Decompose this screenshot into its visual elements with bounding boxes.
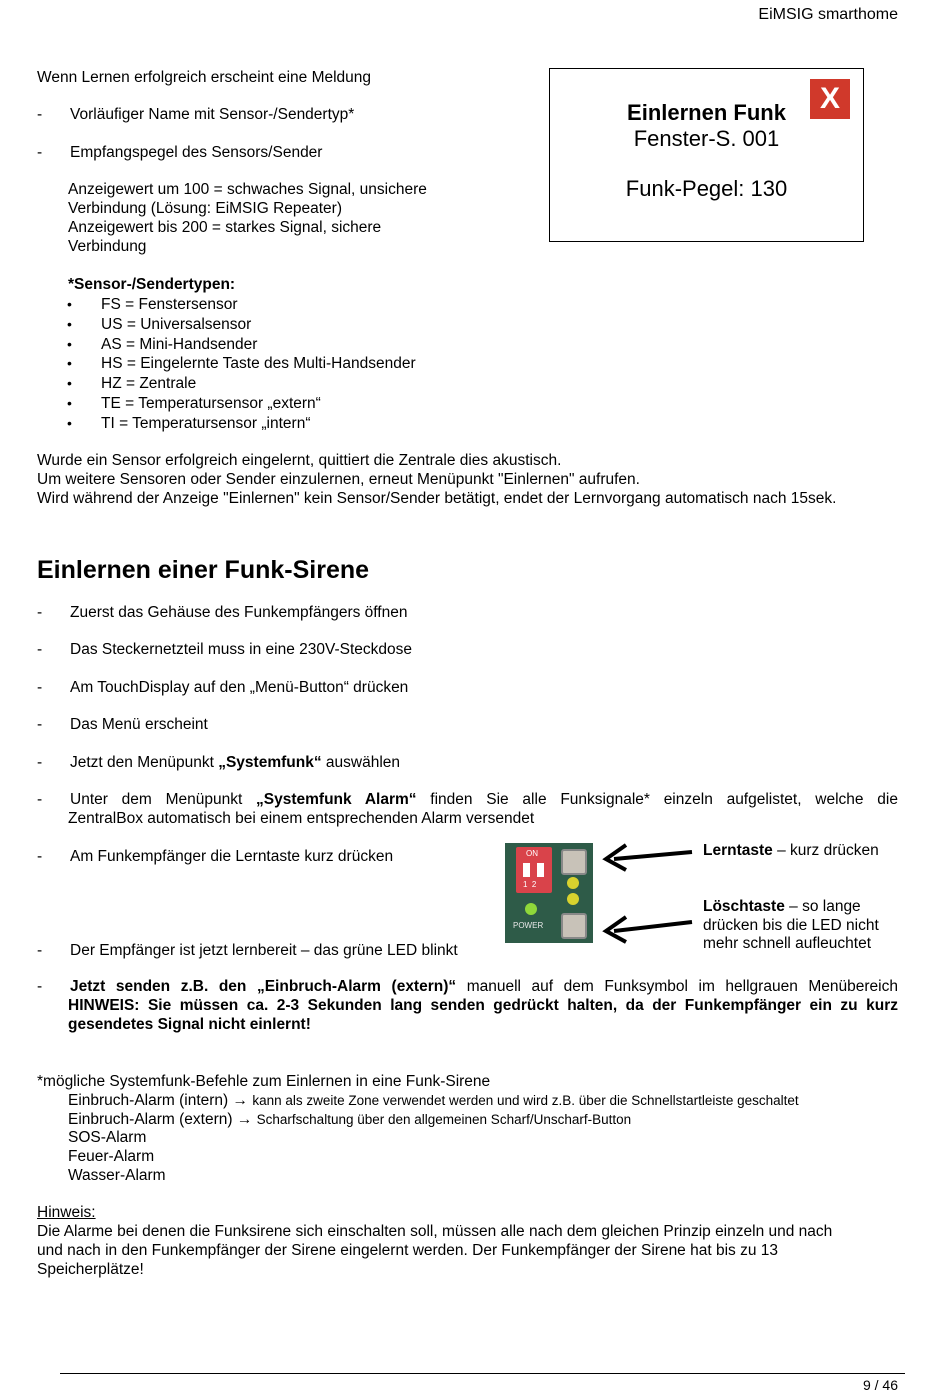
dialog-signal-level: Funk-Pegel: 130 [625,176,788,201]
step-bold: „Systemfunk“ [218,754,322,771]
delete-button-label-line: mehr schnell aufleuchtet [703,935,872,952]
step-continued: ZentralBox automatisch bei einem entsprechenden Alarm versendet [68,810,535,827]
dip-label: ON [526,849,538,858]
power-label: POWER [513,921,544,930]
intro-line: Wenn Lernen erfolgreich erscheint eine Meldung [37,69,372,86]
delete-button-label [703,897,861,916]
dip-lever [537,863,544,877]
command-name: Einbruch-Alarm (intern) [68,1092,229,1109]
step [70,753,400,772]
step: Am Funkempfänger die Lerntaste kurz drücken [70,848,394,865]
command-item: Feuer-Alarm [68,1148,155,1165]
list-dash: - [37,604,43,621]
bullet-icon: • [67,375,72,392]
hint-line: HINWEIS: Sie müssen ca. 2-3 Sekunden lang senden gedrückt halten, da der Funkempfänger ein zu kurz [68,997,898,1014]
led-yellow [567,877,579,889]
list-dash: - [37,716,43,733]
step-text: Unter dem Menüpunkt [70,791,257,808]
arrow-right-icon: → [232,1092,249,1109]
list-dash: - [37,679,43,696]
types-list-item: FS = Fenstersensor [101,296,238,313]
label-text: – so lange [784,898,861,915]
arrow-right-icon: → [236,1111,253,1128]
command-item: Wasser-Alarm [68,1167,166,1184]
types-list-item: TE = Temperatursensor „extern“ [101,395,321,412]
step-text: finden Sie alle Funksignale* einzeln aufgelistet, welche die [416,791,898,808]
command-note: Scharfschaltung über den allgemeinen Scharf/Unscharf-Button [256,1112,632,1127]
learn-dialog [549,68,864,242]
dip-lever [523,863,530,877]
learn-button-label [703,841,879,860]
step-text: manuell auf dem Funksymbol im hellgrauen Menübereich [456,978,898,995]
step: Am TouchDisplay auf den „Menü-Button“ drücken [70,679,409,696]
types-list-item: HZ = Zentrale [101,375,197,393]
list-dash: - [37,942,43,959]
receiver-board-photo [505,843,593,943]
step-text: auswählen [321,754,401,771]
label-text: – kurz drücken [772,842,879,859]
types-list-item: TI = Temperatursensor „intern“ [101,414,311,432]
arrow-learn-icon [600,840,695,874]
step [70,790,898,809]
command-name: Einbruch-Alarm (extern) [68,1111,233,1128]
section-heading: Einlernen einer Funk-Sirene [37,556,370,584]
note-line: Wird während der Anzeige "Einlernen" kein Sensor/Sender betätigt, endet der Lernvorgang automatisch nach 15sek. [37,490,837,507]
header-brand: EiMSIG smarthome [758,6,898,23]
command-note: kann als zweite Zone verwendet werden und wird z.B. über die Schnellstartleiste geschaltet [252,1093,799,1108]
step-bold: Jetzt senden z.B. den „Einbruch-Alarm (extern)“ [70,978,457,995]
arrow-delete-icon [600,912,695,946]
hinweis-line: und nach in den Funkempfänger der Sirene eingelernt werden. Der Funkempfänger der Sirene hat bis zu 13 [37,1242,779,1259]
label-bold: Löschtaste [703,898,785,915]
list-dash: - [37,106,43,123]
note-line: Wurde ein Sensor erfolgreich eingelernt, quittiert die Zentrale dies akustisch. [37,452,562,469]
bullet-icon: • [67,315,72,332]
intro-item-level: Empfangspegel des Sensors/Sender [70,144,323,161]
command-item: SOS-Alarm [68,1129,147,1146]
note-line: Um weitere Sensoren oder Sender einzulernen, erneut Menüpunkt "Einlernen" aufrufen. [37,471,640,488]
list-dash: - [37,791,43,808]
bullet-icon: • [67,355,72,372]
dip-numbers: 1 2 [523,880,537,889]
types-list-item: AS = Mini-Handsender [101,335,258,353]
types-list-item: US = Universalsensor [101,315,252,333]
command-item [68,1091,799,1110]
list-dash: - [37,641,43,658]
close-icon: X [819,82,840,115]
delete-button-label-line: drücken bis die LED nicht [703,917,879,934]
list-dash: - [37,754,43,771]
delete-button-cap [561,913,587,939]
hinweis-line: Speicherplätze! [37,1261,144,1278]
intro-sub: Anzeigewert um 100 = schwaches Signal, unsichere [68,181,427,198]
dialog-sensor-name: Fenster-S. 001 [633,126,780,151]
bullet-icon: • [67,395,72,411]
step: Das Menü erscheint [70,716,208,733]
intro-sub: Verbindung [68,238,147,255]
types-heading: *Sensor-/Sendertypen: [68,276,236,293]
intro-sub: Verbindung (Lösung: EiMSIG Repeater) [68,200,342,217]
hinweis-line: Die Alarme bei denen die Funksirene sich einschalten soll, müssen alle nach dem gleichen Prinzip einzeln und nach [37,1223,833,1240]
label-bold: Lerntaste [703,842,773,859]
step [70,977,898,996]
command-item [68,1110,631,1129]
bullet-icon: • [67,296,72,312]
led-green [525,903,537,915]
intro-item-name: Vorläufiger Name mit Sensor-/Sendertyp* [70,106,355,123]
dialog-title: Einlernen Funk [627,100,786,125]
list-dash: - [37,144,43,161]
hinweis-label: Hinweis: [37,1204,96,1221]
page-number: 9 / 46 [862,1377,898,1393]
bullet-icon: • [67,335,72,352]
intro-sub: Anzeigewert bis 200 = starkes Signal, sichere [68,219,382,236]
dialog-close-button[interactable] [810,79,850,119]
led-yellow [567,893,579,905]
step: Der Empfänger ist jetzt lernbereit – das grüne LED blinkt [70,942,458,959]
hint-line: gesendetes Signal nicht einlernt! [68,1016,311,1033]
footer-rule [60,1373,905,1374]
step-text: Jetzt den Menüpunkt [70,754,219,771]
types-list-item: HS = Eingelernte Taste des Multi-Handsender [101,355,416,373]
learn-button-cap [561,849,587,875]
step-bold: „Systemfunk Alarm“ [256,791,417,808]
dip-switch [516,847,552,893]
step: Zuerst das Gehäuse des Funkempfängers öffnen [70,604,408,621]
list-dash: - [37,848,43,865]
commands-heading: *mögliche Systemfunk-Befehle zum Einlernen in eine Funk-Sirene [37,1073,491,1090]
step: Das Steckernetzteil muss in eine 230V-Steckdose [70,641,413,658]
bullet-icon: • [67,414,72,431]
list-dash: - [37,978,43,995]
